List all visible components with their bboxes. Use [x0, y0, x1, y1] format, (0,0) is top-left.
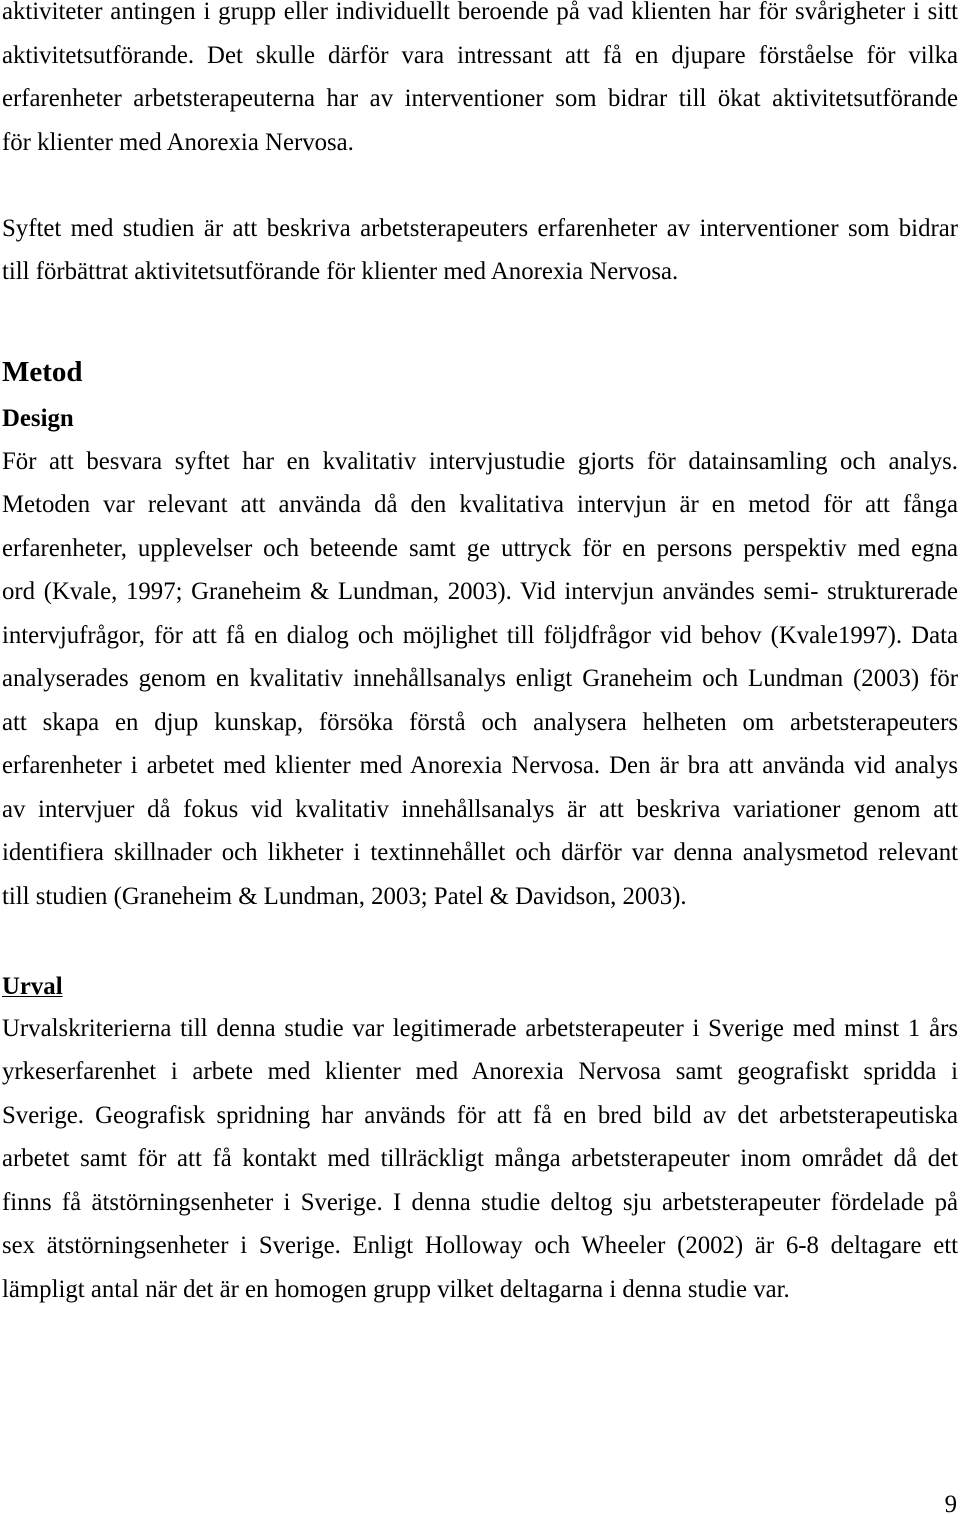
text-line: arbetet samt för att få kontakt med tillräckligt många arbetsterapeuter inom området då det — [2, 1145, 958, 1172]
paragraph-urval — [2, 1014, 958, 1303]
paragraph-intro — [2, 0, 958, 155]
text-line: identifiera skillnader och likheter i textinnehållet och därför var denna analysmetod relevant — [2, 839, 958, 866]
text-line: Urvalskriterierna till denna studie var legitimerade arbetsterapeuter i Sverige med minst 1 års — [2, 1014, 958, 1042]
text-line: aktiviteter antingen i grupp eller individuellt beroende på vad klienten har för svårigheter i sitt — [2, 0, 958, 25]
text-line: ord (Kvale, 1997; Graneheim & Lundman, 2003). Vid intervjun användes semi- strukturerade — [2, 578, 958, 605]
text-line: att skapa en djup kunskap, försöka förstå och analysera helheten om arbetsterapeuters — [2, 708, 958, 736]
text-line: Syftet med studien är att beskriva arbetsterapeuters erfarenheter av interventioner som bidrar — [2, 214, 958, 242]
text-line: intervjufrågor, för att få en dialog och möjlighet till följdfrågor vid behov (Kvale1997). Data — [2, 621, 958, 649]
text-line: erfarenheter i arbetet med klienter med Anorexia Nervosa. Den är bra att använda vid analys — [2, 752, 958, 779]
paragraph-aim — [2, 214, 958, 285]
text-line: För att besvara syftet har en kvalitativ intervjustudie gjorts för datainsamling och analys. — [2, 447, 958, 475]
page-number: 9 — [944, 1491, 957, 1515]
text-line: till studien (Graneheim & Lundman, 2003; Patel & Davidson, 2003). — [2, 882, 687, 910]
subsection-heading-urval: Urval — [2, 973, 63, 1000]
section-heading-metod: Metod — [2, 356, 83, 388]
text-line: finns få ätstörningsenheter i Sverige. I denna studie deltog sju arbetsterapeuter fördelade på — [2, 1188, 958, 1216]
text-line: av intervjuer då fokus vid kvalitativ innehållsanalys är att beskriva variationer genom att — [2, 795, 958, 823]
subsection-heading-design: Design — [2, 404, 74, 432]
text-line: erfarenheter arbetsterapeuterna har av interventioner som bidrar till ökat aktivitetsutförande — [2, 85, 958, 112]
text-line: Metoden var relevant att använda då den kvalitativa intervjun är en metod för att fånga — [2, 491, 958, 518]
text-line: Sverige. Geografisk spridning har används för att få en bred bild av det arbetsterapeutiska — [2, 1101, 958, 1129]
text-line: aktivitetsutförande. Det skulle därför vara intressant att få en djupare förståelse för vilka — [2, 41, 958, 69]
text-line: yrkeserfarenhet i arbete med klienter med Anorexia Nervosa samt geografiskt spridda i — [2, 1058, 958, 1085]
text-line: erfarenheter, upplevelser och beteende samt ge uttryck för en persons perspektiv med egna — [2, 534, 958, 562]
text-line: till förbättrat aktivitetsutförande för klienter med Anorexia Nervosa. — [2, 258, 679, 285]
text-line: sex ätstörningsenheter i Sverige. Enligt Holloway och Wheeler (2002) är 6-8 deltagare ett — [2, 1232, 958, 1259]
text-line: analyserades genom en kvalitativ innehållsanalys enligt Graneheim och Lundman (2003) för — [2, 665, 958, 692]
text-line: lämpligt antal när det är en homogen grupp vilket deltagarna i denna studie var. — [2, 1275, 790, 1303]
paragraph-design — [2, 447, 958, 910]
text-line: för klienter med Anorexia Nervosa. — [2, 128, 354, 156]
